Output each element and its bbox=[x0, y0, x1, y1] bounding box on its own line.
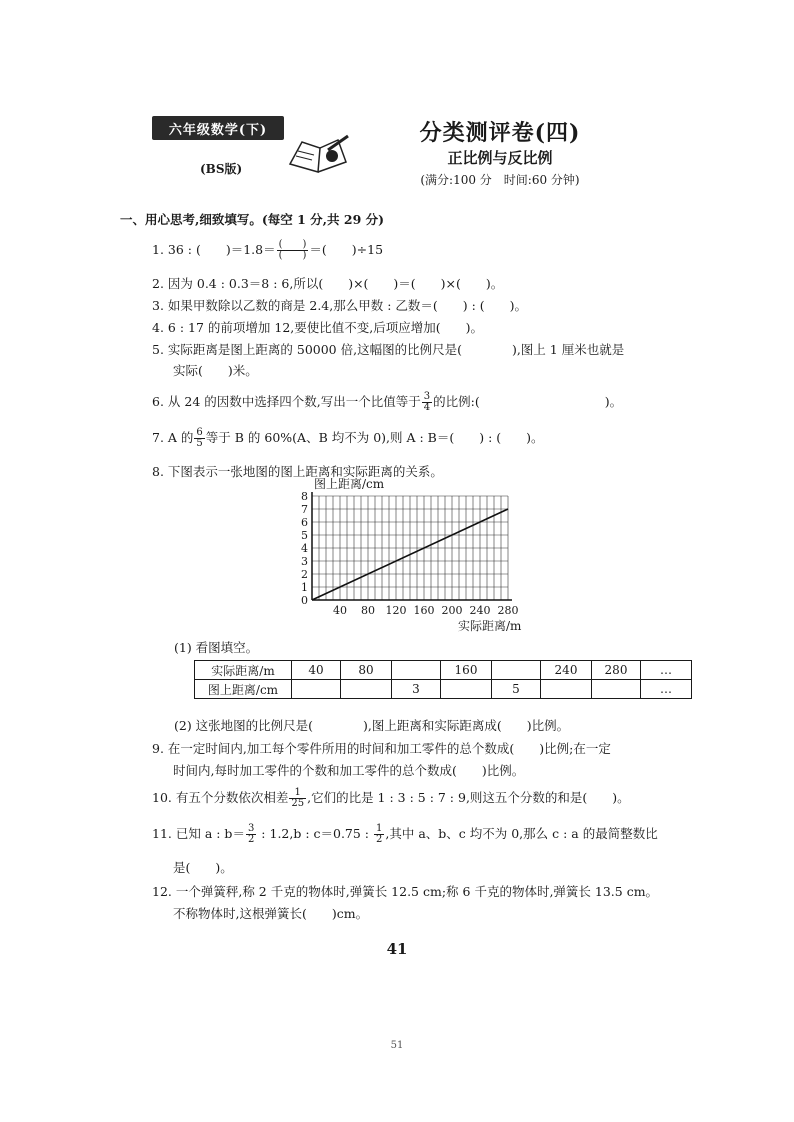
question-12: 12. 一个弹簧秤,称 2 千克的物体时,弹簧长 12.5 cm;称 6 千克的物体时,弹簧长 13.5 cm。 bbox=[152, 884, 659, 899]
table-cell: 40 bbox=[292, 661, 341, 680]
table-cell: 5 bbox=[492, 680, 541, 699]
section-heading: 一、用心思考,细致填写。(每空 1 分,共 29 分) bbox=[120, 212, 385, 227]
grade-badge: 六年级数学(下) bbox=[152, 116, 284, 140]
question-9: 9. 在一定时间内,加工每个零件所用的时间和加工零件的总个数成( )比例;在一定 bbox=[152, 741, 611, 756]
table-cell: … bbox=[641, 680, 692, 699]
page-number: 41 bbox=[386, 940, 408, 958]
distance-chart bbox=[290, 478, 570, 638]
y-tick-label: 3 bbox=[301, 555, 308, 568]
x-tick-label: 40 bbox=[333, 604, 347, 617]
table-cell: … bbox=[641, 661, 692, 680]
y-tick-label: 1 bbox=[301, 581, 308, 594]
question-10: 10. 有五个分数依次相差 $\frac{1}{25}$ ,它们的比是 1 : 3 : 5 : 7 : 9,则这五个分数的和是( )。 bbox=[152, 787, 630, 809]
y-tick-label: 8 bbox=[301, 490, 308, 503]
y-tick-label: 0 bbox=[301, 594, 308, 607]
y-tick-label: 5 bbox=[301, 529, 308, 542]
table-cell bbox=[441, 680, 492, 699]
y-tick-label: 4 bbox=[301, 542, 308, 555]
question-11: 11. 已知 a : b＝ $\frac{3}{2}$ : 1.2,b : c＝0.75 : $\frac{1}{2}$ ,其中 a、b、c 均不为 0,那么 c : a 的最简整数比 bbox=[152, 823, 658, 845]
table-cell: 80 bbox=[341, 661, 392, 680]
question-5: 5. 实际距离是图上距离的 50000 倍,这幅图的比例尺是( ),图上 1 厘米也就是 bbox=[152, 342, 625, 357]
table-cell bbox=[392, 661, 441, 680]
table-row bbox=[195, 661, 692, 680]
chart-svg bbox=[290, 478, 570, 634]
question-11-line2: 是( )。 bbox=[173, 860, 233, 875]
table-row-label: 图上距离/cm bbox=[195, 680, 292, 699]
question-2: 2. 因为 0.4 : 0.3＝8 : 6,所以( )×( )＝( )×( )。 bbox=[152, 276, 504, 291]
table-cell bbox=[292, 680, 341, 699]
question-9-line2: 时间内,每时加工零件的个数和加工零件的总个数成( )比例。 bbox=[173, 763, 525, 778]
y-tick-label: 6 bbox=[301, 516, 308, 529]
y-tick-label: 7 bbox=[301, 503, 308, 516]
x-tick-label: 160 bbox=[413, 604, 435, 617]
page-title: 分类测评卷(四) bbox=[419, 120, 581, 146]
chart-x-label: 实际距离/m bbox=[458, 619, 522, 633]
table-cell: 3 bbox=[392, 680, 441, 699]
x-tick-label: 80 bbox=[361, 604, 375, 617]
question-7: 7. A 的 $\frac{6}{5}$ 等于 B 的 60%(A、B 均不为 0),则 A : B＝( ) : ( )。 bbox=[152, 427, 544, 449]
question-4: 4. 6 : 17 的前项增加 12,要使比值不变,后项应增加( )。 bbox=[152, 320, 483, 335]
edition-label: (BS版) bbox=[200, 162, 243, 176]
table-cell: 240 bbox=[541, 661, 592, 680]
question-3: 3. 如果甲数除以乙数的商是 2.4,那么甲数 : 乙数＝( ) : ( )。 bbox=[152, 298, 528, 313]
x-tick-label: 240 bbox=[469, 604, 491, 617]
table-cell bbox=[592, 680, 641, 699]
table-cell bbox=[492, 661, 541, 680]
score-time-info: (满分:100 分 时间:60 分钟) bbox=[420, 173, 580, 187]
table-cell: 280 bbox=[592, 661, 641, 680]
question-8: 8. 下图表示一张地图的图上距离和实际距离的关系。 bbox=[152, 464, 443, 479]
question-8-part-2: (2) 这张地图的比例尺是( ),图上距离和实际距离成( )比例。 bbox=[174, 718, 570, 733]
question-12-line2: 不称物体时,这根弹簧长( )cm。 bbox=[173, 906, 369, 921]
x-tick-label: 280 bbox=[497, 604, 519, 617]
page-subtitle: 正比例与反比例 bbox=[447, 149, 553, 167]
table-row bbox=[195, 680, 692, 699]
chart-y-label: 图上距离/cm bbox=[314, 478, 385, 491]
chart-axes bbox=[312, 492, 512, 600]
table-cell bbox=[341, 680, 392, 699]
table-cell bbox=[541, 680, 592, 699]
chart-grid bbox=[312, 496, 508, 600]
question-8-part-1: (1) 看图填空。 bbox=[174, 640, 259, 655]
y-tick-label: 2 bbox=[301, 568, 308, 581]
question-5-line2: 实际( )米。 bbox=[173, 363, 258, 378]
table-row-label: 实际距离/m bbox=[195, 661, 292, 680]
footer-number: 51 bbox=[390, 1040, 404, 1051]
question-1: 1. 36 : ( )＝1.8＝ $\frac{( )}{( )}$ ＝( )÷15 bbox=[152, 239, 384, 261]
question-6: 6. 从 24 的因数中选择四个数,写出一个比值等于 $\frac{3}{4}$ 的比例:( )。 bbox=[152, 391, 623, 413]
x-tick-label: 200 bbox=[441, 604, 463, 617]
x-tick-label: 120 bbox=[385, 604, 407, 617]
table-cell: 160 bbox=[441, 661, 492, 680]
data-table bbox=[194, 660, 692, 699]
